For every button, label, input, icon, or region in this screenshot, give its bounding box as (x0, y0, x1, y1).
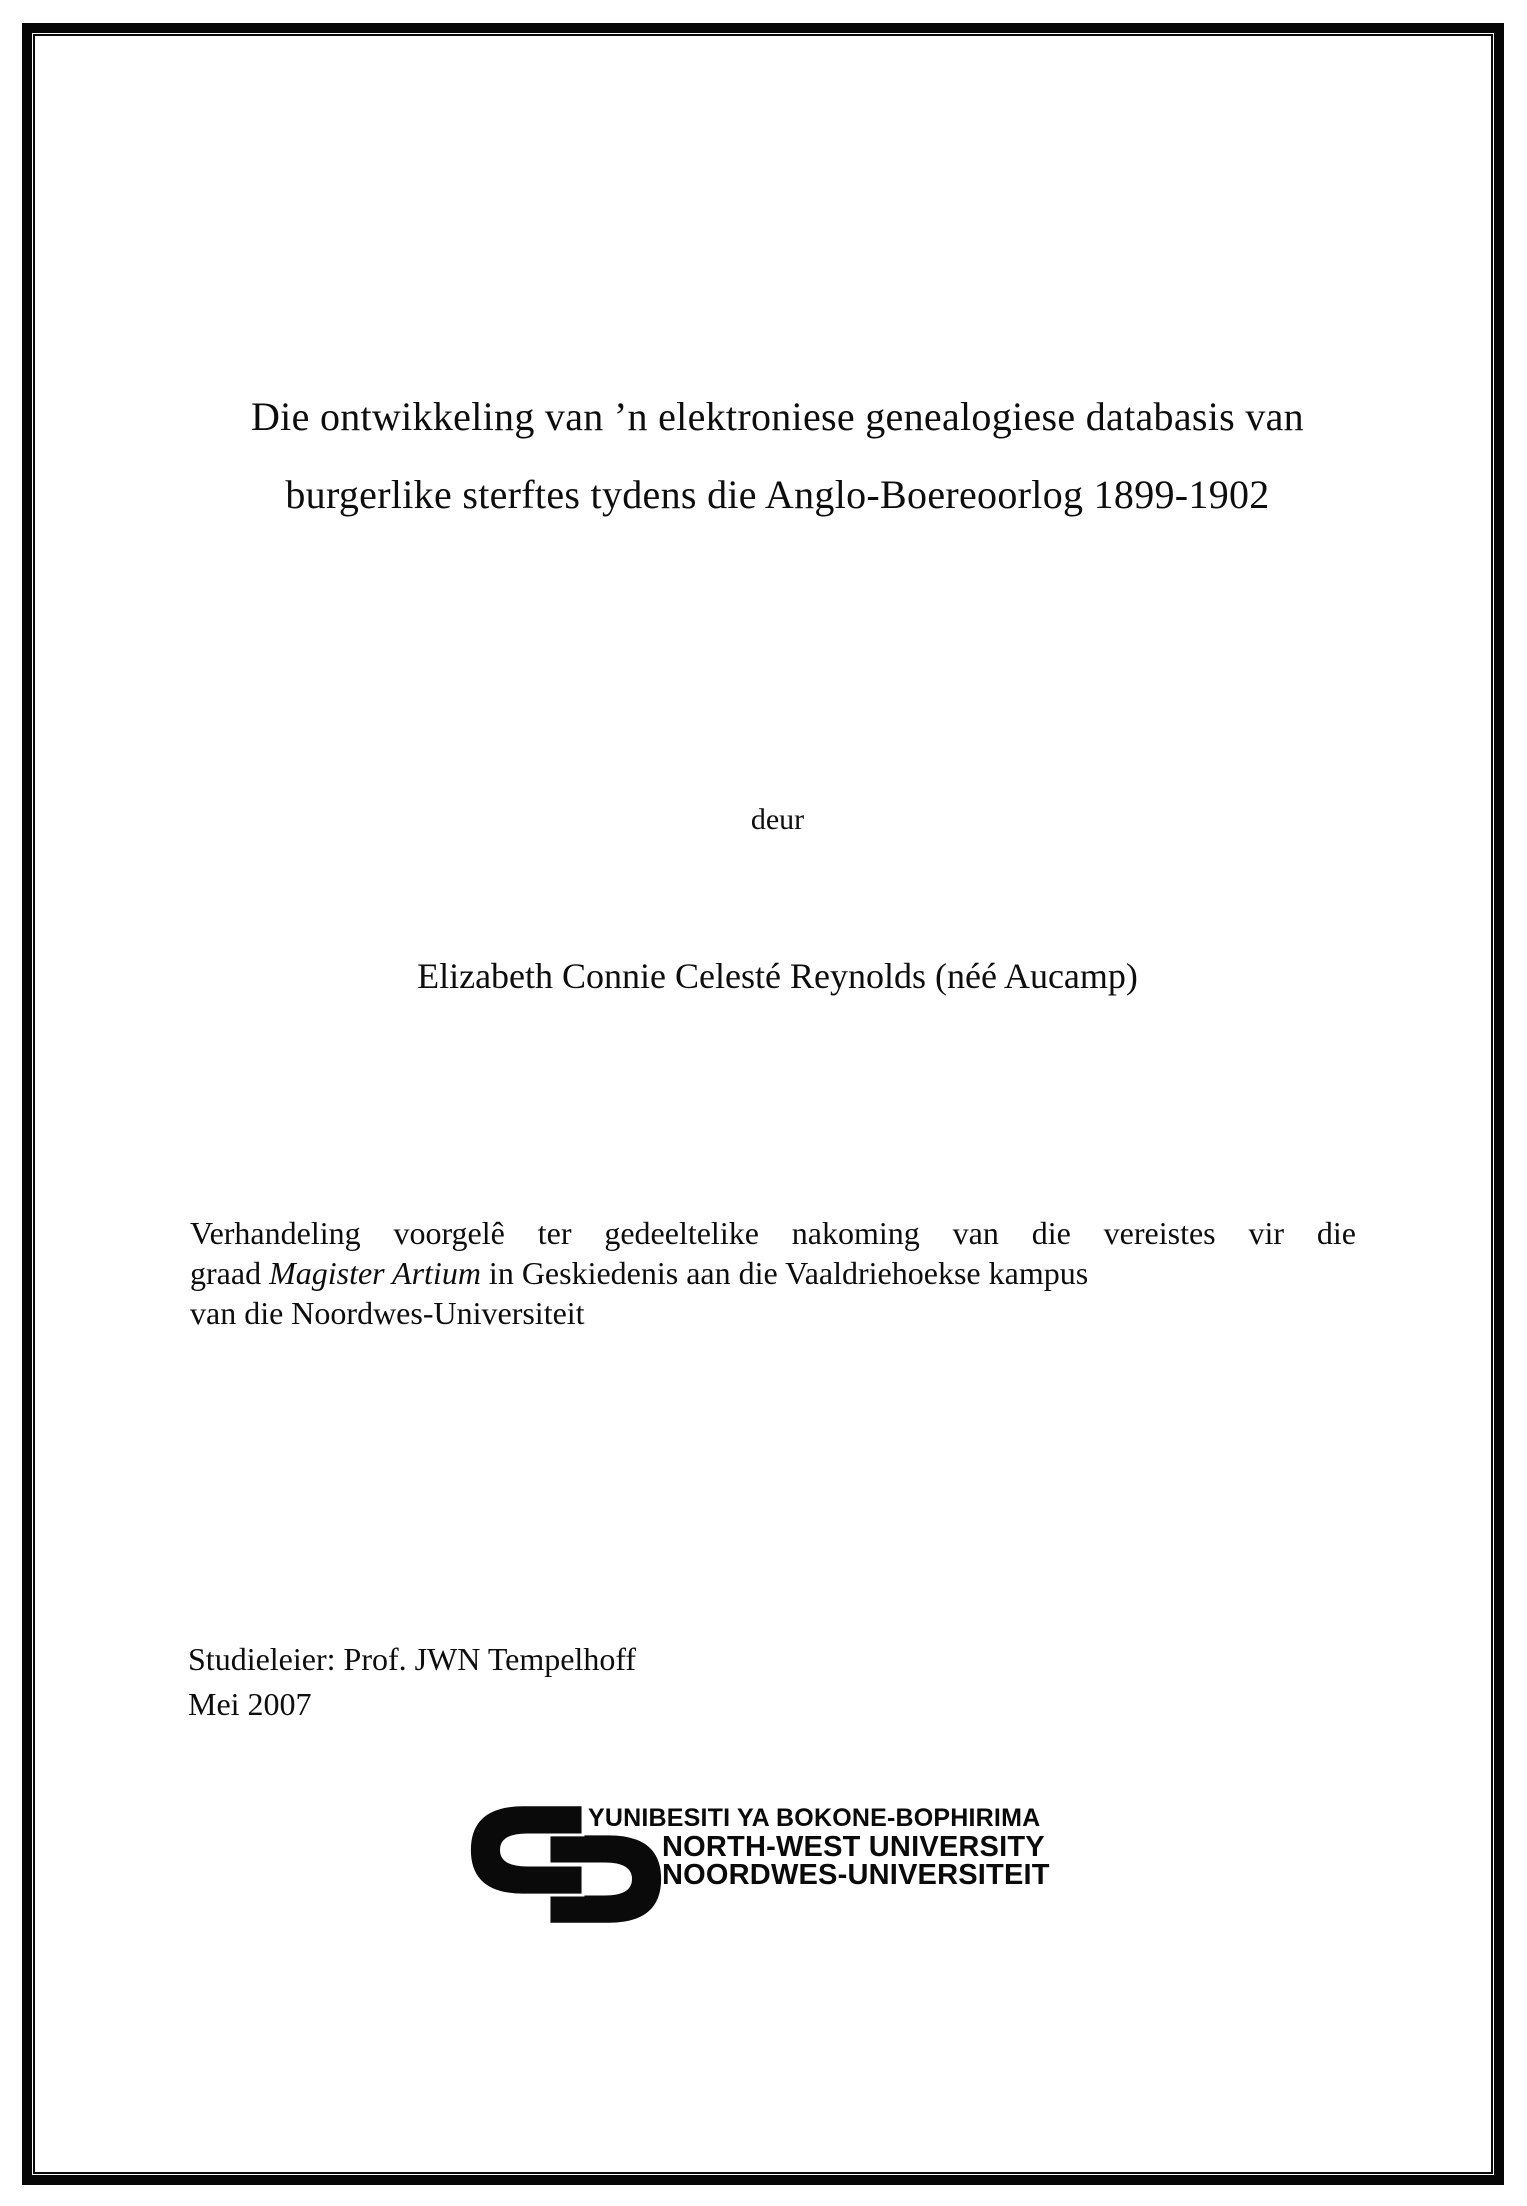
thesis-title-line1: Die ontwikkeling van ’n elektroniese genealogiese databasis van (250, 394, 1304, 439)
degree-statement (190, 1213, 1356, 1333)
supervisor-block (188, 1637, 636, 1727)
university-logo-wordmark (588, 1803, 1050, 1889)
thesis-title-line2: burgerlike sterftes tydens die Anglo-Boereoorlog 1899-1902 (285, 472, 1270, 517)
byline-label: deur (750, 803, 805, 836)
date-line: Mei 2007 (188, 1686, 312, 1722)
author-name: Elizabeth Connie Celesté Reynolds (néé Aucamp) (417, 956, 1138, 996)
supervisor-line: Studieleier: Prof. JWN Tempelhoff (188, 1641, 637, 1677)
thesis-title (190, 378, 1365, 534)
degree-statement-line2-prefix: graad (190, 1255, 270, 1291)
logo-text-english: NORTH-WEST UNIVERSITY (662, 1831, 1045, 1863)
degree-statement-line2-suffix: in Geskiedenis aan die Vaaldriehoekse kampus (480, 1255, 1089, 1291)
degree-name-italic: Magister Artium (269, 1255, 481, 1291)
degree-statement-line3: van die Noordwes-Universiteit (190, 1295, 585, 1331)
degree-statement-line2 (190, 1253, 1356, 1293)
logo-text-afrikaans: NOORDWES-UNIVERSITEIT (662, 1859, 1050, 1891)
logo-text-setswana: YUNIBESITI YA BOKONE-BOPHIRIMA (588, 1804, 1041, 1832)
degree-statement-line1: Verhandeling voorgelê ter gedeeltelike nakoming van die vereistes vir die (190, 1215, 1356, 1251)
university-logo (467, 1800, 1087, 1940)
